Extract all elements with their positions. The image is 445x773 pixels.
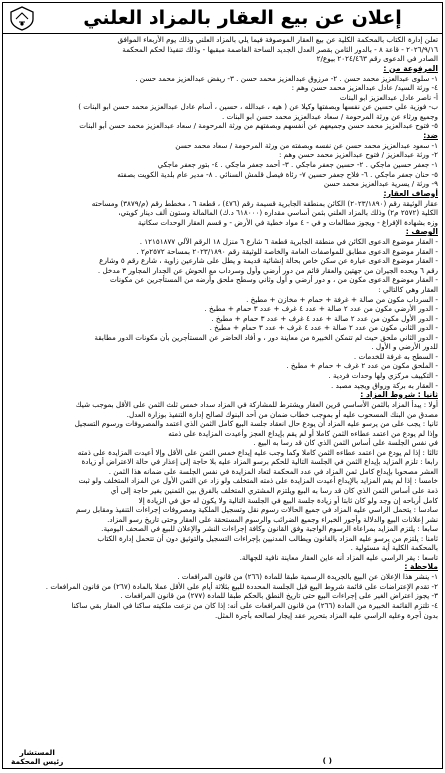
plaintiff-line: ٥- فتوح عبدالعزيز محمد حسن وجميعهم عن أنفسهم وبصفتهم من ورثة المرحومة / سعاد عبدالعزيز محمد حسن أبو البنات bbox=[79, 121, 438, 131]
condition-line: العشر مصحوبا بإيداع كامل ثمن المزاد في عدد المحكمة لتعاد المزايدة في نفس الجلسة على ضمانه هذا الثمن . bbox=[108, 466, 438, 476]
header bbox=[3, 3, 442, 34]
description-line: - العقار موضوع الدعوى مطابق للمواصفات العامة والخاصة للوثيقة رقم ٢٠٢٣/١٨٩٠ بمساحة ٢٥٧٢م٢ . bbox=[136, 246, 438, 256]
plaintiff-line: ٤- ورثة السيد/ عادل عبدالعزيز محمد حسن وهم : bbox=[291, 83, 438, 93]
property-line: الكلية (٢٥٧٢ م٢) وذلك بالمزاد العلني بثمن أساسي مقداره (٦١٨٠٠٠ د.ك) المالمالة وستون ألف دينار كويتي، bbox=[118, 208, 438, 218]
intro-line: الصادر في الدعوى رقم ٢٠٢٤/٤٦٣ بيوع/٢ bbox=[316, 54, 438, 64]
description-line: - العقار به بركة ورواق ويجيد مصبد . bbox=[331, 380, 438, 390]
announcement-body bbox=[3, 34, 442, 620]
defendant-line: ٢- ورثة عبدالعزيز / فتوح عبدالعزيز محمد حسن وهم : bbox=[278, 150, 438, 160]
condition-line: كامل أرباحه إن وجد ولو كان ثابتا أو زيادة جلسة البيع في الجلسة التالية ولا يكون له حق في الزيادة إلا bbox=[138, 495, 438, 505]
description-line: رقم ٦ ويحده الجيران من جهتين والعقار قائم من دور أرضي وأول وسرداب مع الحوش عن الجدار المجاور ٣ مدخل . bbox=[97, 265, 438, 275]
condition-line: بالمحكمة الكلية أية مسئولية . bbox=[350, 543, 438, 553]
note-line: ٤- تلتزم القائمة الخبيرة من المادة (٢٦٦) من قانون المرافعات على أنه: إذا كان من نزعت ملكيته ساكنا في العقار بقي ساكنا bbox=[71, 600, 438, 610]
condition-line: رابعا : تلزم المزايد بإيداع الثمن في الجلسة التالية للحكم برسو المزاد عليه بلا حاجة إلى إعذار في حالة الاعتراض أو زيادة bbox=[81, 457, 438, 467]
judge-signature bbox=[11, 748, 63, 766]
condition-line: ثالثا : إذا لم يودع من اعتمد عطاءه الثمن كاملا وكما وجب عليه إيداع خمس الثمن على الأقل وإلا أعيدت المزايدة على ذمته bbox=[77, 447, 438, 457]
description-line: - العقار موضوع الدعوى الكائن في منطقة الجابرية قطعة ٦ شارع ٦ منزل ١٨ الرقم الآلي ١٢١٥١٨٧٧ . bbox=[139, 237, 438, 247]
condition-line: نشر إعلانات البيع والدلالة وأجور الخبراء وجميع الضرائب والرسوم المستحقة على العقار وحتى تاريخ رسو المزاد. bbox=[107, 514, 438, 524]
condition-line: في نفس الجلسة على أساس الثمن الذي كان قد رسا به البيع . bbox=[253, 438, 438, 448]
plaintiff-line: ١- سلوى عبدالعزيز محمد حسن . ٢- مرزوق عبدالعزيز محمد حسن . ٣- ريفض عبدالعزيز محمد حسن . bbox=[135, 73, 438, 83]
section-description-heading: الوصف : bbox=[405, 227, 438, 237]
description-line: - السرداب مكون من صالة + غرفة + حمام + مخازن + مطبخ . bbox=[246, 294, 438, 304]
intro-line: تعلن إدارة الكتاب بالمحكمة الكلية عن بيع العقار الموصوفة فيما يلي بالمزاد العلني وذلك يوم الأربعاء الموافق bbox=[117, 35, 438, 44]
description-line: - العقار موضوع الدعوى عبارة عن سكن خاص بحالة إنشائية قديمة و يطل على شارعين زاوية ، شارع رقم ٥ وشارع bbox=[99, 256, 438, 266]
condition-line: ثامنا : يلتزم من يرسو عليه المزاد بالقانون ويطالب المدنيين بإجراءات التسجيل والتوثيق دون أن تتحمل إدارة الكتاب bbox=[97, 533, 438, 543]
property-line: وزه بشهادة الإفراغ - ويجوز مطالعات و في - ٤ مواد خطية في الأرض - و قسم العقار الوحدات سكانية bbox=[137, 217, 438, 227]
condition-line: أولا : يبدأ المزاد بالثمن الأساسي قرين العقار ويشترط للمشاركة في المزاد سداد خمس ثلث الثمن على الأقل بموجب شيك bbox=[75, 400, 438, 410]
defendant-line: ٩- ورثة / يسرية عبدالعزيز محمد حسن bbox=[323, 179, 438, 189]
note-line: ٢- تقدم الإعتراضات على قائمة شروط البيع قبل الجلسة المحددة للبيع بثلاثة أيام على الأقل عملا بالمادة (٢٦٧) من قانون المرافعات . bbox=[45, 581, 438, 591]
note-line: ٣- يجوز اعتراض الغير على إجراءات البيع حتى تاريخ النطق بالحكم طبقا للمادة (٢٧٧) من قانون المرافعات . bbox=[120, 591, 438, 601]
ministry-emblem-icon bbox=[7, 5, 37, 31]
condition-line: سابعا : يلتزم المزايد بمراعاة الرسوم الواجبة وفق القانون وكافة إجراءات النشر والإعلان للبيع في الصحف اليومية. bbox=[101, 524, 438, 534]
section-conditions-heading: ثانيا : شروط المزاد : bbox=[360, 390, 438, 400]
condition-line: ذمة على أساس الثمن الذي كان قد رسا به البيع ويلتزم المشتري المتخلف بالفرق بين الثمنين بغير حاجة إلى أي bbox=[110, 485, 438, 495]
section-notes-heading: ملاحظة : bbox=[404, 562, 438, 572]
description-line: العقار وهي كالتالي : bbox=[378, 285, 438, 295]
section-defendants-heading: ضد: bbox=[423, 130, 438, 140]
property-line: عقار الوثيقة رقم (٢٠٢٣/١٨٩٠) الكائن بمنطقة الجابرية قسيمة رقم (٤٧٦) ، قطعة ٦ ، مخطط رقم (م/٣٨٧٩) ومساحته bbox=[91, 198, 438, 208]
description-line: - السطح به غرفة للخدمات . bbox=[353, 351, 438, 361]
signature-title: المستشار bbox=[19, 748, 55, 757]
announcement-page bbox=[2, 2, 443, 769]
description-line: للدور الأرضي و الأول . bbox=[371, 342, 438, 352]
signature-placeholder: ( ) bbox=[322, 756, 332, 765]
condition-line: خامسا : إذا لم يقم المزايد بالإيداع أعيدت المزايدة على ذمته المتخلف ولو زاد عن الثمن الأول عن المزاد المتخلف ولو ثبت bbox=[78, 476, 438, 486]
description-line: - الدور الثاني مكون من عدد ٢ صالة + عدد ٤ غرف + عدد ٣ حمام + مطبخ . bbox=[209, 323, 438, 333]
description-line: - التكييف مركزي ولها وحدات فردية . bbox=[328, 370, 438, 380]
plaintiff-line: أ- ناصر عادل عبدالعزيز ابو البنات bbox=[339, 92, 438, 102]
note-line: بدون أجرة وعليه الراسي عليه المزاد بتحرير عقد إيجار لصالحه بأجرة المثل. bbox=[215, 610, 438, 620]
section-property-heading: أوصاف العقار: bbox=[383, 188, 438, 198]
condition-line: سادسا : يتحمل الراسي عليه المزاد في جميع الحالات رسوم نقل وتسجيل الملكية ومصروفات إجراءات التنفيذ ومقابل رسم bbox=[75, 505, 438, 515]
description-line: - الدور الأرضي مكون من عدد ٢ صالة + عدد ٤ غرف + عدد ٣ حمام + مطبخ . bbox=[204, 304, 438, 314]
plaintiff-line: ب- فوزية علي حسين عن نفسها وبصفتها وكيلا عن ( هيه ، عبدالله ، حسين ، أسام عادل عبدالعزيز محمد حسن ابو البنات ) bbox=[78, 102, 438, 112]
plaintiff-line: وجميع ورثاء عن ورثة المرحومة / سعاد عبدالعزيز محمد حسن ابو البنات . bbox=[221, 111, 438, 121]
signature-block bbox=[3, 748, 442, 766]
description-line: - الملحق مكون من عدد ٢ غرف + حمام + مطبخ . bbox=[286, 361, 438, 371]
signature-role: رئيس المحكمة bbox=[11, 757, 64, 766]
condition-line: تاسعا : يقر الراسي عليه المزاد أنه عاين العقار معاينة نافية للجهالة. bbox=[239, 552, 438, 562]
announcement-title: إعلان عن بيع العقار بالمزاد العلني bbox=[83, 7, 402, 29]
condition-line: ثانيا : يجب على من يرسو عليه المزاد أن يودع حال انعقاد جلسة البيع كامل الثمن الذي اعتمد والمصروفات ورسوم التسجيل bbox=[74, 419, 438, 429]
description-line: - الدور الثاني ملحق حيث لم تتمكن الخبيرة من معاينة دور ، و أفاد الحاضر عن المستأجرين بأن مكونات الدور مطابقة bbox=[94, 332, 438, 342]
condition-line: مصدق من البنك المسحوب عليه أو بموجب خطاب ضمان من أحد البنوك لصالح إدارة التنفيذ بوزارة العدل. bbox=[126, 409, 438, 419]
defendant-line: ١- جعفر حسين ماجكي . ٢- حسين جعفر ماجكي . ٣- أحمد جعفر ماجكي . ٤- بتور جعفر ماجكي bbox=[157, 160, 438, 170]
condition-line: وإذا لم يودع من اعتمد عطاءه الثمن كاملا أو لم يقم بإيداع العجز وأعيدت المزايدة على ذمته bbox=[168, 428, 438, 438]
defendant-line: ٥- حنان جعفر ماجكي . ٦- فلاح جعفر حسين ٧- رئاة فيصل قلمش السنائي . ٨- مدير عام بلدية الكويت بصفته bbox=[117, 169, 438, 179]
intro-line: ٢٠٢٦/٩/١٦ - قاعة ٨ - بالدور الثامن بقصر العدل الجديد الساحة القاصمة مبقبها - وذلك تنفيذا لحكم المحكمة bbox=[122, 44, 438, 54]
description-line: - الدور الأول مكون من عدد ٢ صالة + عدد ٤ غرف + عدد ٣ حمام + مطبخ . bbox=[211, 313, 438, 323]
section-plaintiffs-heading: المرفوعة من : bbox=[383, 63, 438, 73]
description-line: - العقار موضوع الدعوى مكون من ، و دور أرضي و أول وثاني وسطح ملحق وأرضه من المستأجرين عن مكونات bbox=[110, 275, 438, 285]
note-line: ١- ينشر هذا الإعلان عن البيع بالجريدة الرسمية طبقا للمادة (٢٦٦) من قانون المرافعات . bbox=[177, 572, 438, 582]
defendant-line: ١- سعود عبدالعزيز محمد حسن عن نفسه وبصفته من ورثة المرحومة / سعاد محمد حسن bbox=[175, 140, 438, 150]
